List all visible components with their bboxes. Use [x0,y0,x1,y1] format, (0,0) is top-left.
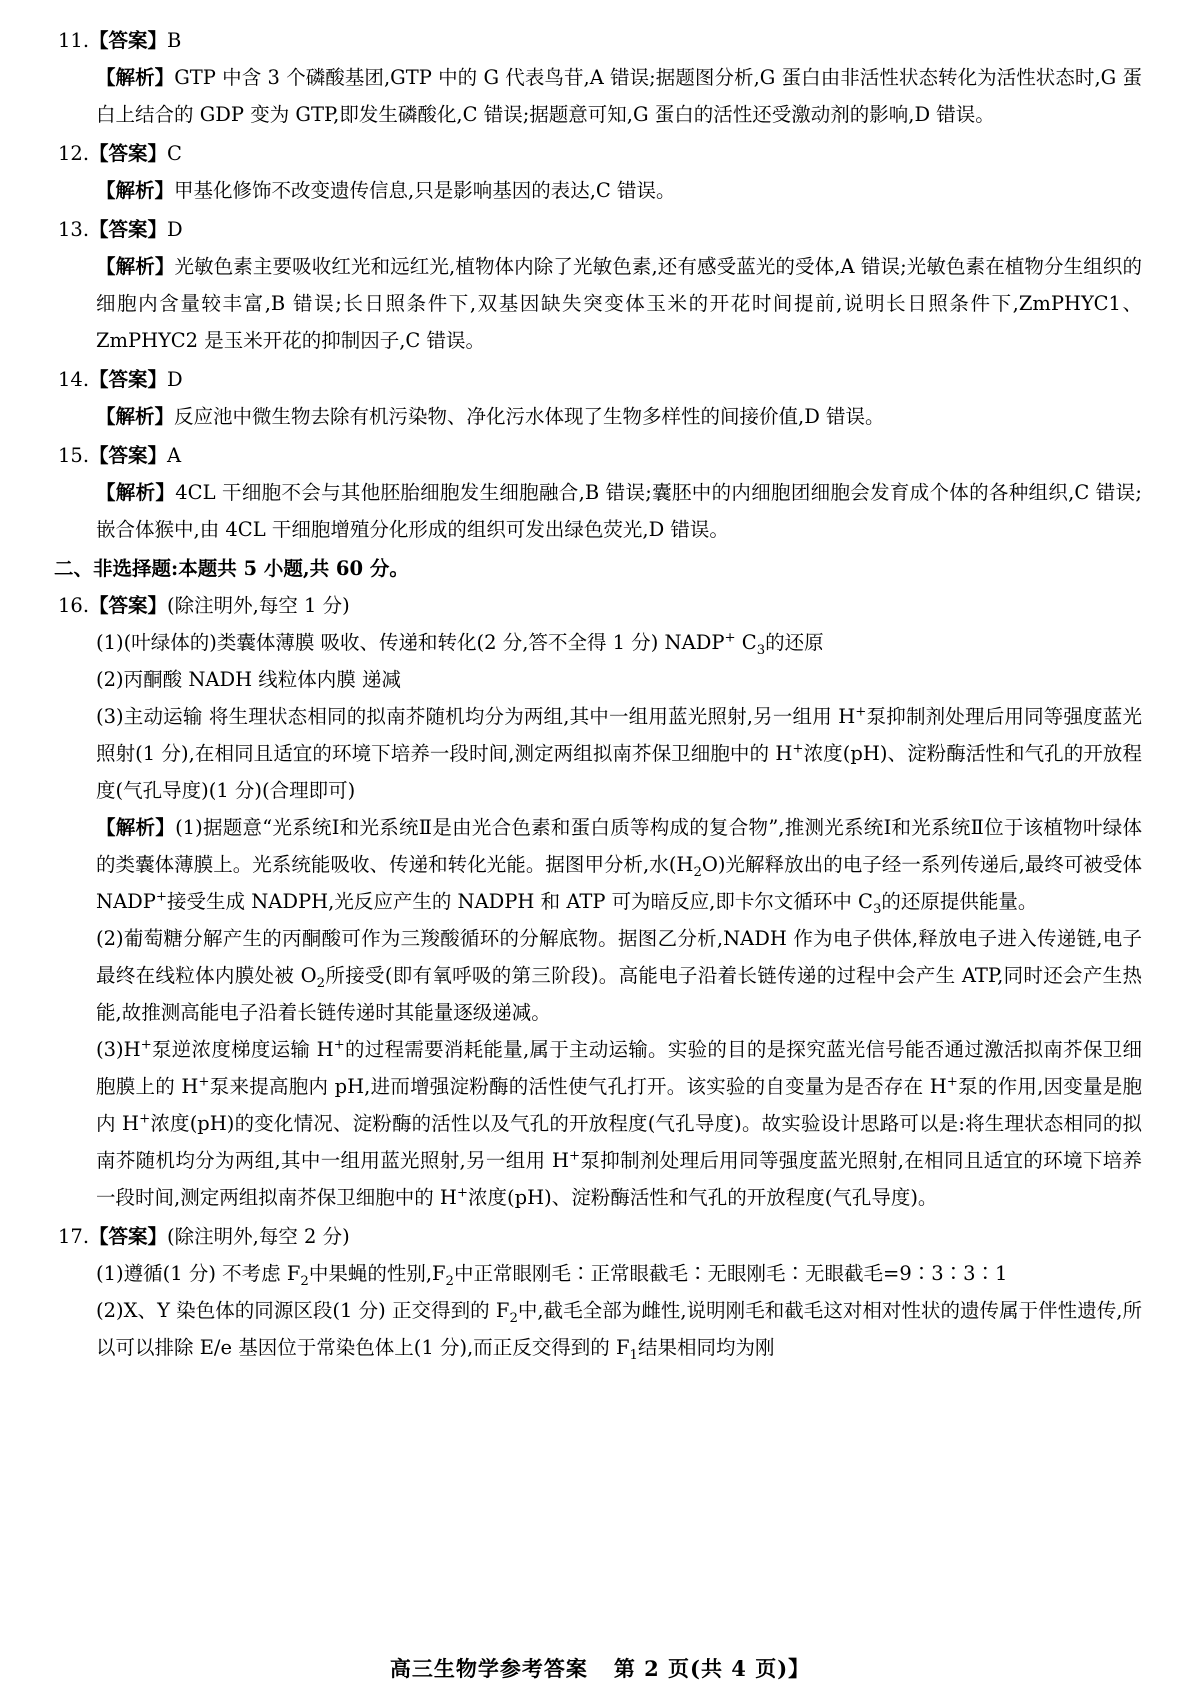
answer-item-11 [52,22,1142,133]
explanation-text: 反应池中微生物去除有机污染物、净化污水体现了生物多样性的间接价值,D 错误。 [174,405,885,428]
explanation-text: 4CL 干细胞不会与其他胚胎细胞发生细胞融合,B 错误;囊胚中的内细胞团细胞会发育成个体的各种组织,C 错误;嵌合体猴中,由 4CL 干细胞增殖分化形成的组织可发出绿色荧光,D 错误。 [96,481,1142,541]
answer-line-2c: 结果相同均为刚 [637,1336,775,1359]
answer-line-1c: 中正常眼刚毛∶正常眼截毛∶无眼刚毛∶无眼截毛=9∶3∶3∶1 [453,1262,1008,1285]
answer-note: (除注明外,每空 2 分) [167,1225,350,1248]
superscript: + [568,1148,581,1164]
answer-line-1a: (1)遵循(1 分) 不考虑 F [96,1262,301,1285]
answer-note: (除注明外,每空 1 分) [167,594,350,617]
answer-line-1 [52,1255,1142,1292]
subscript: 3 [756,642,766,658]
answer-line-3c: 浓度(pH)、淀粉酶活性和气孔的开放程度(气孔导度)(1 分)(合理即可) [96,742,1142,802]
answer-line-2: (2)丙酮酸 NADH 线粒体内膜 递减 [96,668,402,691]
answer-tag: 【答案】 [89,142,168,165]
answer-value: D [167,368,183,391]
explanation-2b: 所接受(即有氧呼吸的第三阶段)。高能电子沿着长链传递的过程中会产生 ATP,同时还会产生热能,故推测高能电子沿着长链传递时其能量逐级递减。 [96,964,1142,1024]
superscript: + [140,1037,152,1053]
answer-item-15 [52,437,1142,548]
explanation-3h: 浓度(pH)、淀粉酶活性和气孔的开放程度(气孔导度)。 [468,1186,938,1209]
footer-title: 高三生物学参考答案 [389,1656,588,1681]
explanation-3b: 泵逆浓度梯度运输 H [151,1038,334,1061]
answer-tag: 【答案】 [89,1225,168,1248]
explanation-tag: 【解析】 [96,816,176,839]
answer-line-2b: 中,截毛全部为雌性,说明刚毛和截毛这对相对性状的遗传属于伴性遗传,所以可以排除 E/e 基因位于常染色体上(1 分),而正反交得到的 F [96,1299,1142,1359]
explanation-1c: 接受生成 NADPH,光反应产生的 NADPH 和 ATP 可为暗反应,即卡尔文循环中 C [167,890,873,913]
superscript: + [855,704,867,720]
explanation-tag: 【解析】 [96,255,175,278]
explanation-tag: 【解析】 [96,66,175,89]
question-number: 14. [58,368,90,391]
subscript: 3 [872,901,882,917]
answer-item-16 [52,587,1142,1216]
answer-head [52,587,1142,624]
answer-head [52,437,1142,474]
explanation-3d: 泵来提高胞内 pH,进而增强淀粉酶的活性使气孔打开。该实验的自变量为是否存在 H [209,1075,947,1098]
page-number: 第 2 页(共 4 页)】 [613,1656,811,1681]
answer-line-2a: (2)X、Y 染色体的同源区段(1 分) 正交得到的 F [96,1299,510,1322]
question-number: 16. [58,594,90,617]
answer-head [52,361,1142,398]
answer-head [52,1218,1142,1255]
answer-tag: 【答案】 [89,368,168,391]
explanation-3g: 泵抑制剂处理后用同等强度蓝光照射,在相同且适宜的环境下培养一段时间,测定两组拟南芥保卫细胞中的 H [96,1149,1143,1209]
subscript: 2 [445,1273,454,1289]
superscript: + [946,1074,958,1090]
explanation [52,248,1142,359]
answer-line-3 [52,698,1142,809]
answer-line-1-end: 的还原 [765,631,824,654]
explanation-tag: 【解析】 [96,481,176,504]
answer-line-1-text: (1)(叶绿体的)类囊体薄膜 吸收、传递和转化(2 分,答不全得 1 分) NADP [96,631,725,654]
explanation-3 [52,1031,1142,1216]
question-number: 11. [58,29,90,52]
answer-tag: 【答案】 [89,444,168,467]
explanation-tag: 【解析】 [96,405,175,428]
explanation-3e: 泵的作用,因变量是胞内 H [96,1075,1142,1135]
subscript: 2 [316,975,326,991]
subscript: 2 [693,864,702,880]
answer-line-1 [52,624,1142,661]
question-number: 13. [58,218,90,241]
explanation-2 [52,920,1142,1031]
superscript: + [724,630,736,646]
answer-line-1-tail: C [735,631,757,654]
explanation [52,474,1142,548]
explanation-1d: 的还原提供能量。 [881,890,1038,913]
explanation-3a: (3)H [96,1038,141,1061]
explanation-3c: 的过程需要消耗能量,属于主动运输。实验的目的是探究蓝光信号能否通过激活拟南芥保卫细胞膜上的 H [96,1038,1142,1098]
answer-value: A [167,444,182,467]
answer-tag: 【答案】 [89,218,168,241]
superscript: + [198,1074,210,1090]
explanation [52,398,1142,435]
answer-line-3a: (3)主动运输 将生理状态相同的拟南芥随机均分为两组,其中一组用蓝光照射,另一组用 H [96,705,856,728]
answer-line-2 [52,1292,1142,1366]
answer-line-1b: 中果蝇的性别,F [308,1262,446,1285]
answer-value: C [167,142,182,165]
superscript: + [456,1185,469,1201]
explanation [52,172,1142,209]
section-title-2: 二、非选择题:本题共 5 小题,共 60 分。 [54,557,409,580]
answer-head [52,211,1142,248]
answer-head [52,22,1142,59]
answer-tag: 【答案】 [89,29,168,52]
superscript: + [333,1037,345,1053]
answer-value: D [167,218,183,241]
subscript: 2 [300,1273,309,1289]
superscript: + [792,741,804,757]
answer-item-17 [52,1218,1142,1366]
answer-value: B [167,29,182,52]
explanation-text: 甲基化修饰不改变遗传信息,只是影响基因的表达,C 错误。 [174,179,676,202]
explanation-text: 光敏色素主要吸收红光和远红光,植物体内除了光敏色素,还有感受蓝光的受体,A 错误;光敏色素在植物分生组织的细胞内含量较丰富,B 错误;长日照条件下,双基因缺失突变体玉米的开花时间提前,说明长日照条件下,ZmPHYC1、ZmPHYC2 是玉米开花的抑制因子,C 错误。 [96,255,1142,352]
superscript: + [155,889,168,905]
answer-tag: 【答案】 [89,594,168,617]
answer-head [52,135,1142,172]
answer-line-3b: 泵抑制剂处理后用同等强度蓝光照射(1 分),在相同且适宜的环境下培养一段时间,测定两组拟南芥保卫细胞中的 H [96,705,1142,765]
explanation-1a: (1)据题意“光系统Ⅰ和光系统Ⅱ是由光合色素和蛋白质等构成的复合物”,推测光系统Ⅰ和光系统Ⅱ位于该植物叶绿体的类囊体薄膜上。光系统能吸收、传递和转化光能。据图甲分析,水(H [96,816,1142,876]
answer-item-14 [52,361,1142,435]
answer-item-12 [52,135,1142,209]
explanation-text: GTP 中含 3 个磷酸基团,GTP 中的 G 代表鸟苷,A 错误;据题图分析,G 蛋白由非活性状态转化为活性状态时,G 蛋白上结合的 GDP 变为 GTP,即发生磷酸化,C 错误;据题意可知,G 蛋白的活性还受激动剂的影响,D 错误。 [96,66,1142,126]
explanation-tag: 【解析】 [96,179,175,202]
explanation [52,59,1142,133]
explanation-3f: 浓度(pH)的变化情况、淀粉酶的活性以及气孔的开放程度(气孔导度)。故实验设计思路可以是:将生理状态相同的拟南芥随机均分为两组,其中一组用蓝光照射,另一组用 H [96,1112,1142,1172]
subscript: 1 [629,1347,638,1363]
page-footer [0,1653,1200,1683]
explanation-1 [52,809,1142,920]
question-number: 17. [58,1225,90,1248]
subscript: 2 [509,1310,518,1326]
explanation-2a: (2)葡萄糖分解产生的丙酮酸可作为三羧酸循环的分解底物。据图乙分析,NADH 作为电子供体,释放电子进入传递链,电子最终在线粒体内膜处被 O [96,927,1142,987]
superscript: + [139,1111,151,1127]
answer-item-13 [52,211,1142,359]
question-number: 12. [58,142,90,165]
question-number: 15. [58,444,90,467]
explanation-1b: O)光解释放出的电子经一系列传递后,最终可被受体 NADP [96,853,1143,913]
